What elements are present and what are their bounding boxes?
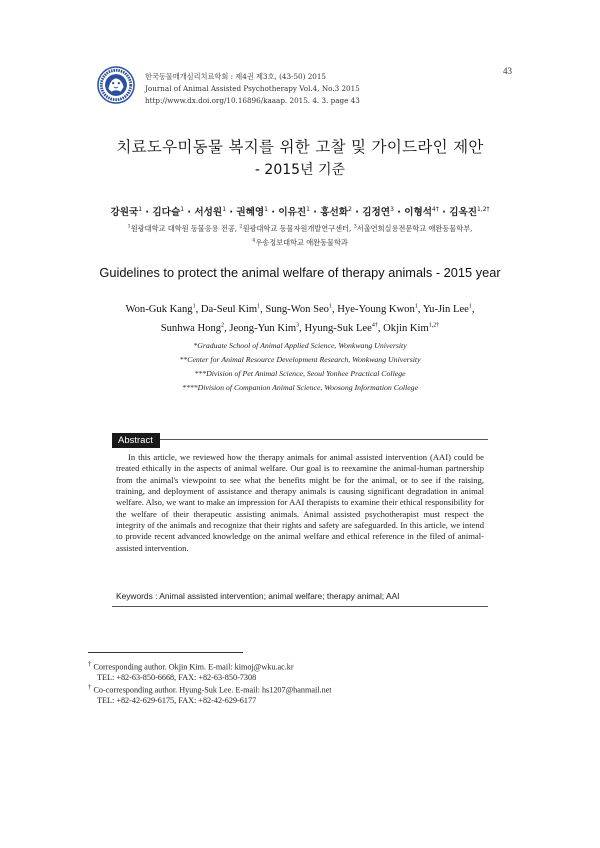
author: 김다슬: [152, 207, 181, 218]
title-korean-subtitle: - 2015년 기준: [254, 162, 346, 178]
affiliation-english: **Center for Animal Resource Development Research, Wonkwang University: [179, 355, 421, 364]
footnote-text: Corresponding author. Okjin Kim. E-mail: kimoj@wku.ac.kr: [93, 662, 294, 672]
footnotes: [88, 660, 332, 707]
author-affil: 1: [222, 205, 227, 213]
affiliation: 우송정보대학교 애완동물학과: [255, 238, 348, 247]
author: Sunhwa Hong: [160, 323, 222, 334]
author: 이형석: [404, 207, 433, 218]
affiliation-english: ****Division of Companion Animal Science, Woosong Information College: [181, 383, 419, 392]
affil-mark: 4: [252, 237, 256, 244]
author-affil: 1: [414, 303, 418, 310]
author: Jeong-Yun Kim: [229, 323, 297, 334]
author: 이유진: [278, 207, 307, 218]
author-affil: 1,2†: [477, 205, 490, 213]
keywords: Keywords : Animal assisted intervention; animal welfare; therapy animal; AAI: [116, 591, 400, 601]
author: Okjin Kim: [383, 323, 429, 334]
author: 강원국: [110, 207, 139, 218]
affiliation: 원광대학교 대학원 동물응용 전공,: [130, 224, 240, 233]
affil-mark: 3: [353, 223, 357, 230]
journal-name-en: Journal of Animal Assisted Psychotherapy Vol.4, No.3 2015: [145, 83, 360, 93]
author-affil: 4†: [432, 205, 439, 213]
authors-english-line1: Won-Guk Kang$^1$, Da-Seul Kim$^1$, Sung-Won Seo$^1$, Hye-Young Kwon$^1$, Yu-Jin Lee$^1$,: [125, 303, 475, 315]
society-logo: [97, 66, 135, 104]
dagger-mark: †: [88, 684, 92, 692]
abstract-bottom-rule: [112, 606, 488, 607]
author: 홍선화: [320, 207, 349, 218]
title-korean: 치료도우미동물 복지를 위한 고찰 및 가이드라인 제안: [116, 138, 484, 156]
author-affil: 4†: [371, 322, 378, 329]
footnote-co-corresponding: [88, 683, 332, 696]
author-affil: 1: [257, 303, 261, 310]
affiliations-korean-line2: [0, 238, 600, 248]
footnote-corresponding: [88, 660, 332, 673]
journal-name-ko: 한국동물매개심리치료학회 : 제4권 제3호, (43-50) 2015: [145, 72, 326, 81]
footnote-contact: TEL: +82-63-850-6668, FAX: +82-63-850-7308: [97, 673, 257, 683]
author: Hye-Young Kwon: [337, 304, 415, 315]
affiliation: 서울연희실용전문학교 애완동물학부,: [356, 224, 473, 233]
author-affil: 1: [138, 205, 143, 213]
author-affil: 3: [390, 205, 394, 213]
author-affil: 1: [328, 303, 332, 310]
author-affil: 1: [192, 303, 196, 310]
author: Won-Guk Kang: [125, 304, 193, 315]
abstract-top-rule: [112, 439, 488, 440]
author-affil: 1: [468, 303, 472, 310]
affiliation-english: *Graduate School of Animal Applied Science, Wonkwang University: [193, 341, 407, 350]
abstract-label: Abstract: [112, 433, 160, 448]
author-affil: 2: [221, 322, 225, 329]
footnote-contact: TEL: +82-42-629-6175, FAX: +82-42-629-6177: [97, 696, 257, 706]
journal-header: [145, 71, 360, 106]
title-english: Guidelines to protect the animal welfare of therapy animals - 2015 year: [99, 265, 501, 280]
dagger-mark: †: [88, 661, 92, 668]
author: Sung-Won Seo: [265, 304, 329, 315]
affiliations-korean-line1: [0, 224, 600, 234]
page-number: 43: [503, 66, 512, 76]
footnote-rule: [88, 652, 243, 653]
author: Yu-Jin Lee: [422, 304, 469, 315]
author: 권혜영: [236, 207, 265, 218]
authors-english-line2: Sunhwa Hong$^2$, Jeong-Yun Kim$^3$, Hyung-Suk Lee$^{4\dagger}$, Okjin Kim$^{1,2\dagger}$: [160, 322, 440, 334]
affiliation-english: ***Division of Pet Animal Science, Seoul Yonhee Practical College: [194, 369, 406, 378]
affiliation: 원광대학교 동물자원개발연구센터,: [242, 224, 354, 233]
author-affil: 1: [180, 205, 185, 213]
authors-korean: 강원국$^1$ · 김다슬$^1$ · 서성원$^1$ · 권혜영$^1$ · 이유진$^1$ · 홍선화$^2$ · 김정연$^3$ · 이형석$^{4\dagger}$ · 김옥진$^{1,2\dagger}$: [110, 205, 490, 218]
affil-mark: 1: [127, 223, 131, 230]
author: 김옥진: [449, 207, 477, 218]
author-affil: 3: [296, 322, 300, 329]
abstract-body: In this article, we reviewed how the therapy animals for animal assisted intervention (AAI) could be treated ethically in the aspects of animal welfare. Our goal is to reexamine the animal-human partnership from the animal's viewpoint to see what the benefits might be for the animal, or to see if the raising, training, and deployment of assistance and therapy animals is causing significant degradation in animal welfare. Also, we want to make an impression for AAI therapists to examine their ethical responsibility for the welfare of their therapeutic assisting animals. Animal assisted psychotherapist must respect the integrity of the animals and recognize that their rights and safety are safeguarded. In this article, we intend to provide recent advanced knowledge on the animal welfare and ethical reference in the filed of animal-assisted intervention.: [116, 452, 484, 553]
affil-mark: 2: [239, 223, 243, 230]
author-affil: 1: [306, 205, 310, 213]
author-affil: 1: [264, 205, 268, 213]
author-affil: 1,2†: [428, 322, 440, 329]
author: 서성원: [194, 207, 223, 218]
author: Hyung-Suk Lee: [304, 323, 372, 334]
author: 김정연: [362, 207, 391, 218]
author: Da-Seul Kim: [200, 304, 258, 315]
doi-link[interactable]: http://www.dx.doi.org/10.16896/kaaap. 2015. 4. 3. page 43: [145, 95, 360, 105]
author-affil: 2: [348, 205, 352, 213]
footnote-text: Co-corresponding author. Hyung-Suk Lee. E-mail: hs1207@hanmail.net: [93, 686, 332, 696]
